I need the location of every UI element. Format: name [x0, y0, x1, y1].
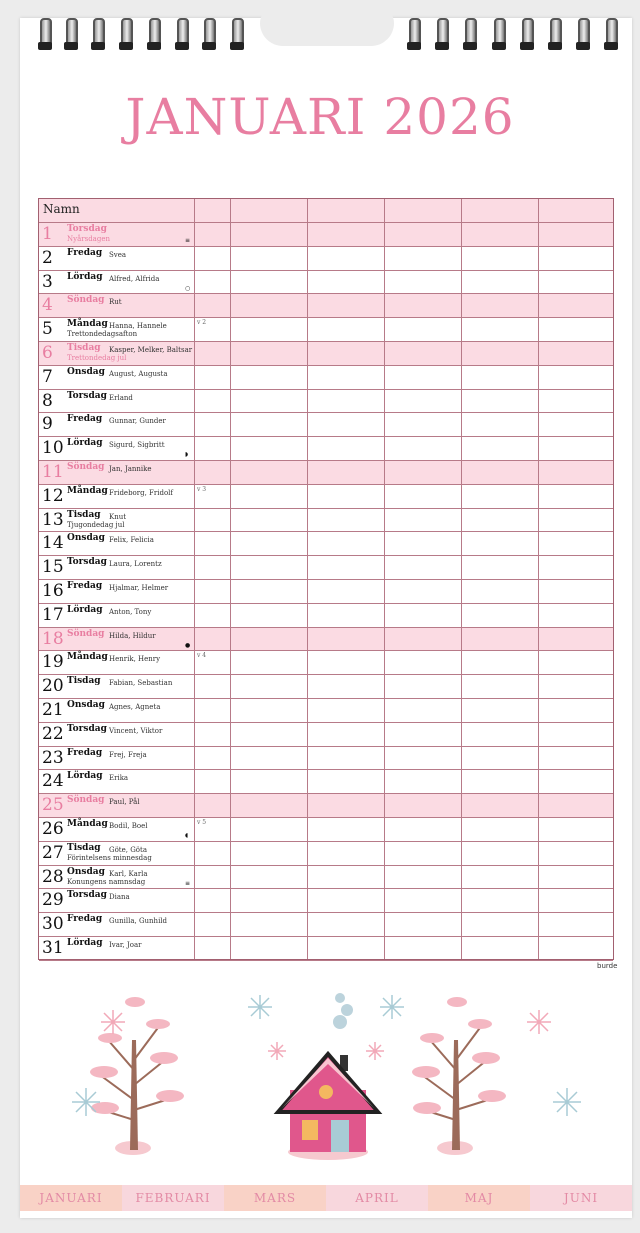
- week-number: v 3: [197, 485, 207, 493]
- name-day-names: Svea: [109, 250, 127, 259]
- holiday-note: Konungens namnsdag: [67, 877, 146, 886]
- weekday-label: Fredag: [67, 247, 103, 258]
- weekday-label: Måndag: [67, 319, 108, 330]
- day-number: 18: [42, 628, 64, 649]
- name-day-names: Erika: [109, 774, 129, 783]
- day-number: 28: [42, 866, 64, 887]
- weekday-label: Söndag: [67, 795, 105, 806]
- spiral-binding: [0, 18, 640, 54]
- weekday-label: Fredag: [67, 914, 103, 925]
- weekday-label: Tisdag: [67, 343, 101, 353]
- binding-ring: [463, 18, 477, 52]
- moon-phase-icon: ◖: [185, 832, 189, 839]
- day-number: 30: [42, 914, 64, 935]
- day-number: 31: [42, 938, 64, 958]
- month-tab[interactable]: MAJ: [428, 1185, 530, 1211]
- day-number: 27: [42, 842, 64, 863]
- binding-ring: [576, 18, 590, 52]
- binding-ring: [91, 18, 105, 52]
- day-number: 8: [42, 390, 53, 411]
- binding-ring: [230, 18, 244, 52]
- weekday-label: Onsdag: [67, 366, 105, 377]
- tree-icon: [412, 997, 506, 1155]
- name-day-names: Rut: [109, 298, 122, 307]
- day-number: 13: [42, 509, 64, 530]
- weekday-label: Torsdag: [67, 890, 107, 901]
- day-number: 7: [42, 366, 53, 387]
- day-number: 1: [42, 224, 53, 244]
- holiday-note: Trettondedagsafton: [67, 330, 138, 339]
- weekday-label: Fredag: [67, 581, 103, 591]
- day-row: [39, 532, 613, 556]
- month-tab[interactable]: JANUARI: [20, 1185, 122, 1211]
- day-number: 25: [42, 795, 64, 816]
- binding-ring: [147, 18, 161, 52]
- day-number: 23: [42, 747, 64, 768]
- month-tabs: [20, 1185, 632, 1213]
- weekday-label: Måndag: [67, 485, 108, 496]
- day-row: [39, 699, 613, 723]
- name-day-names: Gunnar, Gunder: [109, 417, 166, 426]
- day-number: 9: [42, 414, 53, 435]
- name-day-names: Frideborg, Fridolf: [109, 488, 174, 497]
- binding-ring: [604, 18, 618, 52]
- name-day-names: Laura, Lorentz: [109, 560, 162, 569]
- day-number: 5: [42, 319, 53, 340]
- day-row: [39, 556, 613, 580]
- weekday-label: Söndag: [67, 462, 105, 472]
- name-day-names: Bodil, Boel: [109, 822, 148, 830]
- day-row: [39, 723, 613, 747]
- name-day-names: Alfred, Alfrida: [109, 274, 160, 283]
- day-number: 2: [42, 247, 53, 268]
- day-row: [39, 271, 613, 295]
- name-day-names: Hjalmar, Helmer: [109, 584, 169, 592]
- tree-icon: [90, 997, 184, 1155]
- day-number: 26: [42, 819, 64, 839]
- name-day-names: Agnes, Agneta: [109, 703, 161, 711]
- weekday-label: Lördag: [67, 271, 103, 282]
- page-title: JANUARI 2026: [125, 88, 515, 146]
- binding-ring: [175, 18, 189, 52]
- weekday-label: Lördag: [67, 938, 103, 948]
- weekday-label: Onsdag: [67, 866, 105, 877]
- week-number: v 2: [197, 319, 207, 327]
- binding-ring: [64, 18, 78, 52]
- day-row: [39, 628, 613, 652]
- name-day-names: Diana: [109, 893, 130, 902]
- day-number: 22: [42, 723, 64, 744]
- day-number: 20: [42, 676, 64, 697]
- weekday-label: Tisdag: [67, 842, 101, 853]
- day-row: [39, 604, 613, 628]
- weekday-label: Torsdag: [67, 224, 107, 234]
- day-number: 29: [42, 890, 64, 911]
- column-divider: [194, 199, 195, 959]
- week-number: v 4: [197, 652, 207, 660]
- day-number: 17: [42, 604, 64, 625]
- name-day-names: Frej, Freja: [109, 750, 147, 759]
- name-day-names: Henrik, Henry: [109, 655, 161, 664]
- day-row: [39, 580, 613, 604]
- name-day-names: Göte, Göta: [109, 845, 148, 854]
- day-row: [39, 390, 613, 414]
- header-name-label: Namn: [43, 202, 80, 216]
- day-row: [39, 675, 613, 699]
- month-tab[interactable]: APRIL: [326, 1185, 428, 1211]
- month-tab[interactable]: JUNI: [530, 1185, 632, 1211]
- day-number: 15: [42, 557, 64, 578]
- weekday-label: Fredag: [67, 414, 103, 425]
- day-row: [39, 770, 613, 794]
- day-number: 4: [42, 295, 53, 316]
- name-day-names: Anton, Tony: [109, 607, 152, 616]
- binding-ring: [435, 18, 449, 52]
- name-day-names: Vincent, Viktor: [109, 726, 163, 735]
- header-row: [39, 199, 613, 223]
- binding-ring: [492, 18, 506, 52]
- name-day-names: August, Augusta: [109, 369, 168, 378]
- weekday-label: Måndag: [67, 652, 108, 663]
- day-number: 19: [42, 652, 64, 673]
- weekday-label: Torsdag: [67, 390, 107, 401]
- column-divider: [307, 199, 308, 959]
- day-row: [39, 889, 613, 913]
- day-row: [39, 937, 613, 961]
- moon-phase-icon: ●: [185, 641, 191, 649]
- day-row: [39, 294, 613, 318]
- weekday-label: Söndag: [67, 628, 105, 639]
- day-row: [39, 866, 613, 890]
- weekday-label: Lördag: [67, 604, 103, 615]
- day-number: 21: [42, 700, 64, 720]
- name-day-names: Paul, Pål: [109, 798, 140, 807]
- month-tab[interactable]: FEBRUARI: [122, 1185, 224, 1211]
- name-day-names: Knut: [109, 512, 127, 521]
- day-number: 10: [42, 438, 64, 459]
- column-divider: [538, 199, 539, 959]
- day-row: [39, 651, 613, 675]
- weekday-label: Måndag: [67, 819, 108, 829]
- holiday-note: Tjugondedag jul: [67, 520, 125, 529]
- day-row: [39, 247, 613, 271]
- day-number: 16: [42, 581, 64, 601]
- weekday-label: Onsdag: [67, 700, 105, 710]
- day-number: 24: [42, 771, 64, 792]
- day-row: [39, 437, 613, 461]
- holiday-note: Nyårsdagen: [67, 235, 110, 243]
- day-number: 3: [42, 271, 53, 292]
- day-number: 12: [42, 485, 64, 506]
- winter-illustration: [60, 980, 600, 1170]
- weekday-label: Tisdag: [67, 676, 101, 687]
- day-row: [39, 509, 613, 533]
- binding-ring: [202, 18, 216, 52]
- binding-ring: [38, 18, 52, 52]
- name-day-names: Fabian, Sebastian: [109, 679, 173, 688]
- weekday-label: Onsdag: [67, 533, 105, 544]
- name-day-names: Sigurd, Sigbritt: [109, 441, 165, 450]
- month-tab[interactable]: MARS: [224, 1185, 326, 1211]
- binding-ring: [548, 18, 562, 52]
- name-day-names: Jan, Jannike: [109, 465, 152, 473]
- moon-phase-icon: ≡: [185, 879, 191, 887]
- moon-phase-icon: ◗: [185, 451, 189, 459]
- day-row: [39, 913, 613, 937]
- day-number: 6: [42, 343, 53, 363]
- weekday-label: Söndag: [67, 295, 105, 306]
- weekday-label: Fredag: [67, 747, 103, 758]
- day-row: [39, 318, 613, 342]
- day-row: [39, 461, 613, 485]
- day-row: [39, 747, 613, 771]
- day-row: [39, 342, 613, 366]
- publisher-label: burde: [597, 962, 618, 970]
- binding-ring: [407, 18, 421, 52]
- column-divider: [384, 199, 385, 959]
- name-day-names: Karl, Karla: [109, 869, 148, 878]
- week-number: v 5: [197, 819, 207, 826]
- day-row: [39, 223, 613, 247]
- holiday-note: Trettondedag jul: [67, 354, 127, 362]
- name-day-names: Ivar, Joar: [109, 941, 142, 949]
- day-row: [39, 413, 613, 437]
- column-divider: [461, 199, 462, 959]
- day-row: [39, 794, 613, 818]
- calendar-grid: [38, 198, 614, 960]
- name-day-names: Hanna, Hannele: [109, 322, 167, 331]
- weekday-label: Torsdag: [67, 723, 107, 734]
- column-divider: [230, 199, 231, 959]
- moon-phase-icon: ≡: [185, 237, 191, 244]
- moon-phase-icon: ○: [185, 284, 191, 292]
- weekday-label: Tisdag: [67, 509, 101, 520]
- day-row: [39, 485, 613, 509]
- name-day-names: Hilda, Hildur: [109, 631, 156, 640]
- holiday-note: Förintelsens minnesdag: [67, 853, 152, 862]
- house-icon: [278, 993, 378, 1160]
- weekday-label: Lördag: [67, 771, 103, 782]
- name-day-names: Gunilla, Gunhild: [109, 917, 168, 926]
- weekday-label: Lördag: [67, 438, 103, 449]
- weekday-label: Torsdag: [67, 557, 107, 568]
- name-day-names: Kasper, Melker, Baltsar: [109, 346, 193, 354]
- binding-ring: [520, 18, 534, 52]
- binding-ring: [119, 18, 133, 52]
- day-number: 14: [42, 533, 64, 554]
- day-row: [39, 366, 613, 390]
- day-row: [39, 818, 613, 842]
- name-day-names: Felix, Felicia: [109, 536, 154, 545]
- day-row: [39, 842, 613, 866]
- day-number: 11: [42, 462, 64, 482]
- name-day-names: Erland: [109, 393, 133, 402]
